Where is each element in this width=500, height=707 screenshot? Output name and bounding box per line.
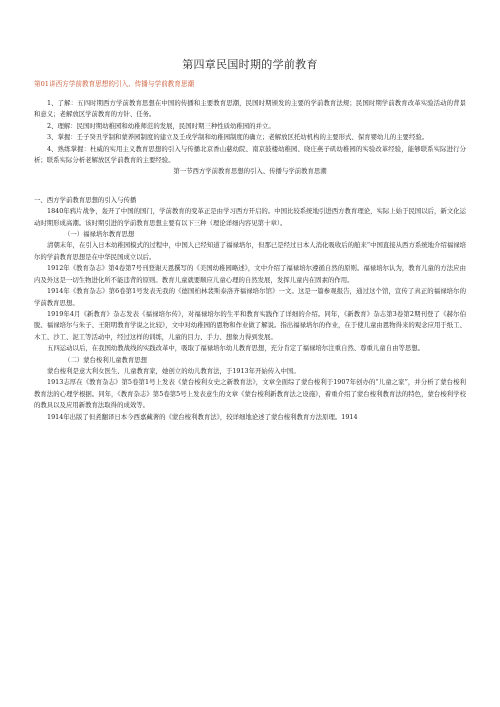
paragraph-5: 1919年4月《新教育》杂志发表《福禄培尔传》，对福禄培尔的生平和教育实践作了详细的介绍。同年，《新教育》杂志第3卷第2期刊登了《赫尔伯脱、福禄培尔与朱子、王阳明教育学说之比较》，文中对幼稚园的恩物和作业做了解说。指出福禄培尔的作业，在于使儿童由恩物得来的观念应用于纸工、木工、沙工、泥工等活动中，经过这样的训练，儿童的目力、手力、想象力得到发展。 <box>34 309 466 341</box>
section-title: 第一节西方学前教育思想的引入、传播与学前教育思潮 <box>173 167 327 176</box>
section-heading-1: 一、西方学前教育思想的引入与传播 <box>34 195 137 204</box>
paragraph-2: 清朝末年，在引入日本幼稚园模式的过程中，中国人已经知道了福禄培尔，但那已是经过日本人消化吸收后的舶来“中国直接从西方系统地介绍福禄培尔的学前教育思想是在中华民国成立以后。 <box>34 241 466 261</box>
paragraph-1: 1840年鸦片战争，轰开了中国的国门，学前教育的变革正是由学习西方开启的。中国比较系统地引进西方教育理论，实际上始于民国以后，新文化运动时期形成高潮。该时期引进的学前教育思想主要有以下三种（理论详细内容见第十章）。 <box>34 207 466 227</box>
subsection-heading-1: （一）福禄培尔教育思想 <box>64 230 135 239</box>
paragraph-4: 1914年《教育杂志》第6卷第1号发表无我的《德国柏林裴斯泰洛齐福禄培尔馆》一文。这是一篇参观报告，通过这个馆，宣传了真正的福禄培尔的学前教育思想。 <box>34 287 466 307</box>
paragraph-6: 五四运动以后，在我国幼教战线的实践改革中，吸取了福禄培尔幼儿教育思想，充分肯定了福禄培尔注重自然、尊重儿童自由等思想。 <box>47 344 425 353</box>
objective-3: 3、掌握：壬子癸丑学制和蒙养园制度的建立及壬戌学制和幼稚园制度的确立；老解放区托幼机构的主要形式、保育婴幼儿的主要经验。 <box>47 133 429 142</box>
paragraph-8: 1913志厚在《教育杂志》第5卷第1号上发表《蒙台梭利女史之新教育法》，文章全面综了蒙台梭利于1907年创办的“儿童之家”，并分析了蒙台梭利教育法的心理学根据。同年，《教育杂志》第5卷第5号上发表意生的文章《蒙台梭利新教育法之设施》，着重介绍了蒙台梭利教育法的特色，蒙台梭利学校的教具以及应用新教育法取得的成效等。 <box>34 378 466 410</box>
objective-1: 1、了解：五四时期西方学前教育思想在中国的传播和主要教育思潮，民国时期颁发的主要的学前教育法规；民国时期学前教育改革实验活动的背景和意义；老解放区学前教育的方针、任务。 <box>34 99 466 119</box>
subsection-heading-2: （二）蒙台梭利儿童教育思想 <box>64 355 148 364</box>
paragraph-9: 1914年出版了但煮翻译日本今西嘉藏著的《蒙台梭利教育法》，较详细地论述了蒙台梭利教育方法原理。1914 <box>47 412 358 421</box>
paragraph-3: 1912年《教育杂志》第4卷第7号刊登谢天恩撰写的《美国幼稚园略述》，文中介绍了福禄培尔遵循自然的原则。福禄培尔认为，教育儿童的方法应由内及外这是一切生物进化所不能违背的原则。教育儿童就要顺应儿童心理的自然发展，发挥儿童内在固素的作用。 <box>34 264 466 284</box>
lecture-subtitle: 第01讲西方学前教育思想的引入、传播与学前教育思潮 <box>34 80 195 88</box>
chapter-title: 第四章民国时期的学前教育 <box>182 58 318 71</box>
spacer <box>34 187 466 195</box>
objective-2: 2、理解：民国时期幼稚园和幼稚师范的发展，民国时期三种性质幼稚园的并立。 <box>47 121 275 130</box>
objective-4: 4、熟练掌握：杜威的实用主义教育思想的引入与传播北京香山慈幼院、南京鼓楼幼稚园、晓庄燕子矶幼稚园的实验改革经验，能够联系实际进行分析；联系实际分析老解放区学前教育的主要经验。 <box>34 144 466 165</box>
paragraph-7: 蒙台梭利是意大利女医生、儿童教育家，她创立的幼儿教育法，于1913年开始传入中国。 <box>47 366 300 375</box>
